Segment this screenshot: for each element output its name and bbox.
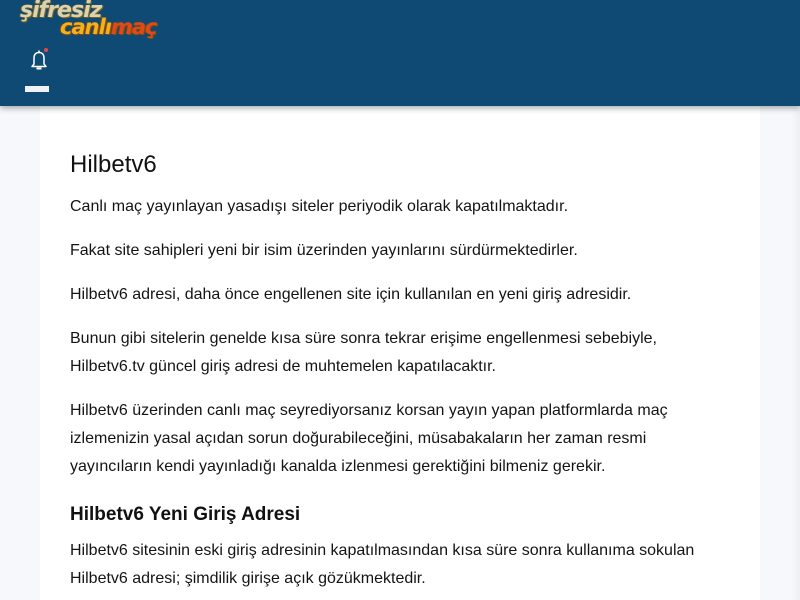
article-title: Hilbetv6 — [70, 151, 157, 178]
notification-dot — [44, 48, 48, 52]
page-background-edge — [792, 106, 800, 600]
menu-toggle-button[interactable] — [25, 86, 49, 92]
article-paragraph: Hilbetv6 adresi, daha önce engellenen site için kullanılan en yeni giriş adresidir. — [70, 286, 632, 303]
logo-line-2-part-1: canlı — [60, 15, 111, 39]
article-paragraph: Hilbetv6 üzerinden canlı maç seyrediyorsanız korsan yayın yapan platformlarda maç izlemenizin yasal açıdan sorun doğurabileceğini, müsabakaların her zaman resmi yayıncıların kendi yayınladığı kanalda izlenmesi gerektiğini bilmeniz gerekir. — [70, 402, 668, 475]
logo-line-2 — [60, 15, 156, 39]
logo-line-1: şifresiz — [20, 0, 102, 23]
article-paragraph: Bunun gibi sitelerin genelde kısa süre sonra tekrar erişime engellenmesi sebebiyle, Hilbetv6.tv güncel giriş adresi de muhtemelen kapatılacaktır. — [70, 330, 657, 375]
site-header — [0, 0, 800, 106]
article-paragraph: Fakat site sahipleri yeni bir isim üzerinden yayınlarını sürdürmektedirler. — [70, 242, 578, 259]
article-container — [40, 106, 760, 600]
article-paragraph: Canlı maç yayınlayan yasadışı siteler periyodik olarak kapatılmaktadır. — [70, 198, 569, 215]
notification-button[interactable] — [28, 48, 50, 72]
section-heading: Hilbetv6 Yeni Giriş Adresi — [70, 504, 301, 525]
logo-line-2-part-2: maç — [110, 15, 157, 39]
section-paragraph: Hilbetv6 sitesinin eski giriş adresinin kapatılmasından kısa süre sonra kullanıma sokulan Hilbetv6 adresi; şimdilik girişe açık gözükmektedir. — [70, 542, 695, 587]
site-logo[interactable] — [20, 0, 165, 42]
